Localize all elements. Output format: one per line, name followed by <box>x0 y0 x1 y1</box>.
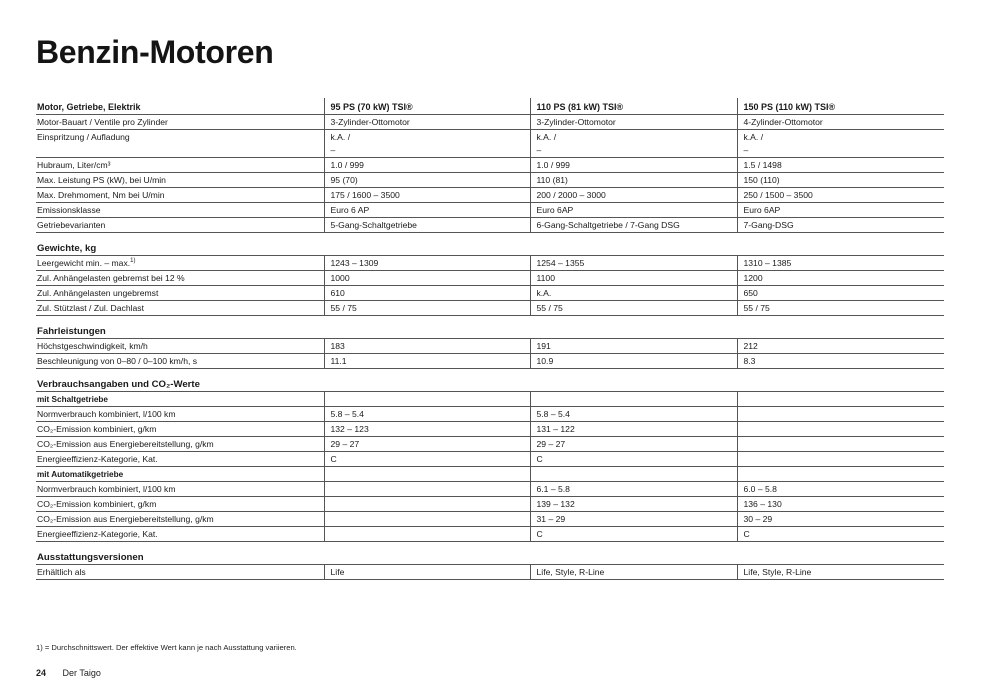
table-row <box>36 271 944 286</box>
subsection-row <box>36 392 944 407</box>
cell: 1200 <box>737 271 944 286</box>
cell: 110 (81) <box>530 173 737 188</box>
cell: 1.5 / 1498 <box>737 158 944 173</box>
cell: Euro 6AP <box>737 203 944 218</box>
cell: 1.0 / 999 <box>324 158 530 173</box>
cell: 132 – 123 <box>324 422 530 437</box>
engine-95ps-header: 95 PS (70 kW) TSI® <box>324 98 530 115</box>
cell: 131 – 122 <box>530 422 737 437</box>
cell <box>324 497 530 512</box>
table-row <box>36 437 944 452</box>
table-row <box>36 203 944 218</box>
cell: 31 – 29 <box>530 512 737 527</box>
cell: Life <box>324 565 530 580</box>
cell <box>737 422 944 437</box>
table-header-row <box>36 98 944 115</box>
section-heading-weights: Gewichte, kg <box>36 233 944 256</box>
row-label: Emissionsklasse <box>36 203 324 218</box>
cell <box>324 512 530 527</box>
header-label: Motor, Getriebe, Elektrik <box>36 98 324 115</box>
table-row <box>36 497 944 512</box>
table-row <box>36 188 944 203</box>
cell: 11.1 <box>324 354 530 369</box>
table-row <box>36 130 944 158</box>
cell: 250 / 1500 – 3500 <box>737 188 944 203</box>
cell: C <box>324 452 530 467</box>
cell: 610 <box>324 286 530 301</box>
cell: 3-Zylinder-Ottomotor <box>530 115 737 130</box>
page-footer <box>36 668 101 678</box>
cell: 212 <box>737 339 944 354</box>
cell: 5-Gang-Schaltgetriebe <box>324 218 530 233</box>
subsection-label-automatic: mit Automatikgetriebe <box>36 467 324 482</box>
cell: 95 (70) <box>324 173 530 188</box>
row-label: Normverbrauch kombiniert, l/100 km <box>36 482 324 497</box>
cell <box>324 482 530 497</box>
cell: 1254 – 1355 <box>530 256 737 271</box>
footnote-marker: 1) <box>130 258 136 265</box>
cell: Euro 6 AP <box>324 203 530 218</box>
cell: 650 <box>737 286 944 301</box>
cell: C <box>530 452 737 467</box>
cell: 10.9 <box>530 354 737 369</box>
cell: 6-Gang-Schaltgetriebe / 7-Gang DSG <box>530 218 737 233</box>
cell <box>530 467 737 482</box>
cell: 7-Gang-DSG <box>737 218 944 233</box>
section-heading-row <box>36 369 944 392</box>
spec-table <box>36 98 944 580</box>
cell: 55 / 75 <box>324 301 530 316</box>
cell <box>737 407 944 422</box>
cell: 175 / 1600 – 3500 <box>324 188 530 203</box>
table-row <box>36 173 944 188</box>
row-label: Höchstgeschwindigkeit, km/h <box>36 339 324 354</box>
cell-line: – <box>536 145 542 155</box>
cell <box>737 392 944 407</box>
cell <box>530 392 737 407</box>
cell: 6.1 – 5.8 <box>530 482 737 497</box>
cell <box>324 467 530 482</box>
cell-line: – <box>743 145 749 155</box>
cell <box>737 452 944 467</box>
cell: 1000 <box>324 271 530 286</box>
row-label: Erhältlich als <box>36 565 324 580</box>
cell: 139 – 132 <box>530 497 737 512</box>
engine-150ps-header: 150 PS (110 kW) TSI® <box>737 98 944 115</box>
section-heading-row <box>36 316 944 339</box>
cell: 200 / 2000 – 3000 <box>530 188 737 203</box>
cell <box>530 130 737 158</box>
page-title: Benzin-Motoren <box>36 34 274 70</box>
section-heading-equipment: Ausstattungsversionen <box>36 542 944 565</box>
row-label: Motor-Bauart / Ventile pro Zylinder <box>36 115 324 130</box>
table-row <box>36 407 944 422</box>
row-label: Einspritzung / Aufladung <box>36 130 324 158</box>
table-row <box>36 512 944 527</box>
row-label: Beschleunigung von 0–80 / 0–100 km/h, s <box>36 354 324 369</box>
cell: C <box>530 527 737 542</box>
table-row <box>36 422 944 437</box>
cell: k.A. <box>530 286 737 301</box>
section-heading-consumption: Verbrauchsangaben und CO₂-Werte <box>36 369 944 392</box>
row-label: Energieeffizienz-Kategorie, Kat. <box>36 452 324 467</box>
footer-title: Der Taigo <box>62 668 101 678</box>
subsection-label-manual: mit Schaltgetriebe <box>36 392 324 407</box>
cell: 4-Zylinder-Ottomotor <box>737 115 944 130</box>
table-row <box>36 452 944 467</box>
cell: 29 – 27 <box>324 437 530 452</box>
row-label: Normverbrauch kombiniert, l/100 km <box>36 407 324 422</box>
cell <box>324 130 530 158</box>
cell: Life, Style, R-Line <box>737 565 944 580</box>
row-label <box>36 256 324 271</box>
table-row <box>36 339 944 354</box>
cell-line: k.A. / <box>743 132 764 142</box>
page-number: 24 <box>36 668 47 678</box>
cell <box>324 527 530 542</box>
engine-110ps-header: 110 PS (81 kW) TSI® <box>530 98 737 115</box>
cell: Euro 6AP <box>530 203 737 218</box>
cell: 29 – 27 <box>530 437 737 452</box>
row-label: Zul. Anhängelasten ungebremst <box>36 286 324 301</box>
cell: 1100 <box>530 271 737 286</box>
row-label: Zul. Stützlast / Zul. Dachlast <box>36 301 324 316</box>
cell: 30 – 29 <box>737 512 944 527</box>
cell-line: k.A. / <box>536 132 557 142</box>
footnote: 1) = Durchschnittswert. Der effektive Wert kann je nach Ausstattung variieren. <box>36 643 297 652</box>
table-row <box>36 256 944 271</box>
cell <box>324 392 530 407</box>
cell: 1243 – 1309 <box>324 256 530 271</box>
cell: 1.0 / 999 <box>530 158 737 173</box>
row-label: CO₂-Emission kombiniert, g/km <box>36 422 324 437</box>
cell-line: k.A. / <box>330 132 351 142</box>
row-label: Energieeffizienz-Kategorie, Kat. <box>36 527 324 542</box>
table-row <box>36 301 944 316</box>
table-row <box>36 482 944 497</box>
cell: 55 / 75 <box>737 301 944 316</box>
cell: Life, Style, R-Line <box>530 565 737 580</box>
cell: 6.0 – 5.8 <box>737 482 944 497</box>
cell: 191 <box>530 339 737 354</box>
table-row <box>36 527 944 542</box>
cell: C <box>737 527 944 542</box>
section-heading-row <box>36 233 944 256</box>
table-row <box>36 218 944 233</box>
table-row <box>36 286 944 301</box>
cell-line: – <box>330 145 336 155</box>
row-label: Getriebevarianten <box>36 218 324 233</box>
cell <box>737 467 944 482</box>
cell: 183 <box>324 339 530 354</box>
table-row <box>36 354 944 369</box>
cell <box>737 437 944 452</box>
cell: 5.8 – 5.4 <box>324 407 530 422</box>
row-label: CO₂-Emission aus Energiebereitstellung, g/km <box>36 512 324 527</box>
cell: 5.8 – 5.4 <box>530 407 737 422</box>
row-label: Hubraum, Liter/cm³ <box>36 158 324 173</box>
row-label-text: Leergewicht min. – max. <box>37 258 131 268</box>
cell <box>737 130 944 158</box>
row-label: Zul. Anhängelasten gebremst bei 12 % <box>36 271 324 286</box>
cell: 8.3 <box>737 354 944 369</box>
cell: 3-Zylinder-Ottomotor <box>324 115 530 130</box>
subsection-row <box>36 467 944 482</box>
table-row <box>36 565 944 580</box>
section-heading-row <box>36 542 944 565</box>
section-heading-performance: Fahrleistungen <box>36 316 944 339</box>
row-label: Max. Drehmoment, Nm bei U/min <box>36 188 324 203</box>
row-label: CO₂-Emission aus Energiebereitstellung, g/km <box>36 437 324 452</box>
table-row <box>36 115 944 130</box>
cell: 1310 – 1385 <box>737 256 944 271</box>
cell: 150 (110) <box>737 173 944 188</box>
row-label: Max. Leistung PS (kW), bei U/min <box>36 173 324 188</box>
cell: 55 / 75 <box>530 301 737 316</box>
cell: 136 – 130 <box>737 497 944 512</box>
table-row <box>36 158 944 173</box>
row-label: CO₂-Emission kombiniert, g/km <box>36 497 324 512</box>
